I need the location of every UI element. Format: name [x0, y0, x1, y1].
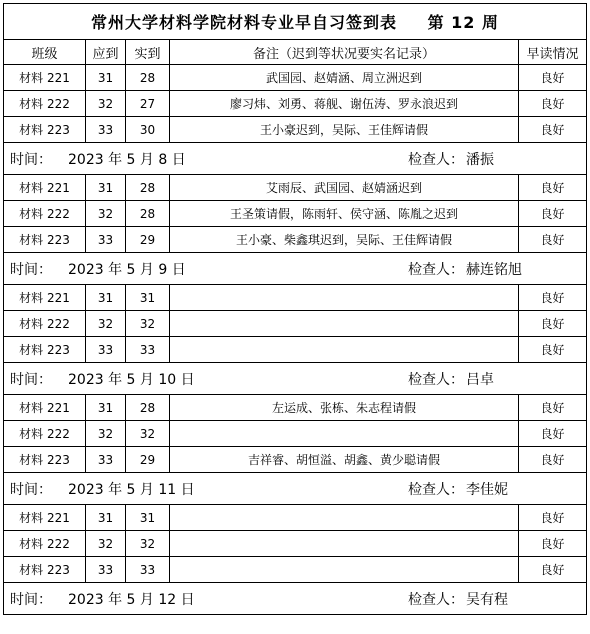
- class-cell: 材料 222: [4, 91, 86, 117]
- time-label: 时间：: [10, 591, 52, 608]
- day-footer-row: [4, 583, 587, 615]
- actual-cell: 28: [126, 65, 170, 91]
- day-footer-row: [4, 473, 587, 505]
- class-cell: 材料 223: [4, 117, 86, 143]
- note-cell: 廖习炜、刘勇、蒋舰、谢伍涛、罗永浪迟到: [170, 91, 519, 117]
- title-row: [4, 4, 587, 40]
- class-cell: 材料 222: [4, 421, 86, 447]
- day-footer-cell: [4, 583, 587, 615]
- header-reading: 早读情况: [519, 40, 587, 65]
- sheet-body: [4, 4, 587, 615]
- table-row: [4, 395, 587, 421]
- actual-cell: 28: [126, 201, 170, 227]
- reading-cell: 良好: [519, 557, 587, 583]
- expected-cell: 31: [86, 285, 126, 311]
- table-row: [4, 505, 587, 531]
- table-row: [4, 531, 587, 557]
- actual-cell: 28: [126, 175, 170, 201]
- time-label: 时间：: [10, 481, 52, 498]
- table-row: [4, 285, 587, 311]
- day-footer: [4, 583, 586, 614]
- expected-cell: 32: [86, 311, 126, 337]
- day-footer-cell: [4, 143, 587, 175]
- table-row: [4, 175, 587, 201]
- expected-cell: 32: [86, 91, 126, 117]
- note-cell: [170, 505, 519, 531]
- inspector-name: 吕卓: [466, 371, 494, 388]
- note-cell: [170, 421, 519, 447]
- table-row: [4, 421, 587, 447]
- inspector-label: 检查人：: [408, 151, 464, 168]
- reading-cell: 良好: [519, 65, 587, 91]
- note-cell: 王小豪、柴鑫琪迟到，吴际、王佳辉请假: [170, 227, 519, 253]
- header-row: [4, 40, 587, 65]
- reading-cell: 良好: [519, 505, 587, 531]
- day-footer-cell: [4, 253, 587, 285]
- class-cell: 材料 222: [4, 311, 86, 337]
- reading-cell: 良好: [519, 531, 587, 557]
- note-cell: 武国园、赵婧涵、周立洲迟到: [170, 65, 519, 91]
- class-cell: 材料 223: [4, 227, 86, 253]
- reading-cell: 良好: [519, 175, 587, 201]
- note-cell: 左运成、张栋、朱志程请假: [170, 395, 519, 421]
- expected-cell: 31: [86, 505, 126, 531]
- actual-cell: 27: [126, 91, 170, 117]
- actual-cell: 33: [126, 557, 170, 583]
- reading-cell: 良好: [519, 421, 587, 447]
- reading-cell: 良好: [519, 337, 587, 363]
- attendance-sheet: [3, 3, 587, 615]
- time-label: 时间：: [10, 261, 52, 278]
- note-cell: 王小豪迟到，吴际、王佳辉请假: [170, 117, 519, 143]
- actual-cell: 32: [126, 311, 170, 337]
- day-footer-cell: [4, 473, 587, 505]
- expected-cell: 32: [86, 201, 126, 227]
- actual-cell: 31: [126, 505, 170, 531]
- reading-cell: 良好: [519, 117, 587, 143]
- table-row: [4, 557, 587, 583]
- actual-cell: 32: [126, 531, 170, 557]
- date-value: 2023 年 5 月 12 日: [68, 591, 195, 608]
- inspector-label: 检查人：: [408, 591, 464, 608]
- actual-cell: 29: [126, 447, 170, 473]
- date-value: 2023 年 5 月 8 日: [68, 151, 186, 168]
- class-cell: 材料 223: [4, 447, 86, 473]
- day-footer: [4, 253, 586, 284]
- actual-cell: 33: [126, 337, 170, 363]
- time-label: 时间：: [10, 151, 52, 168]
- class-cell: 材料 223: [4, 557, 86, 583]
- actual-cell: 31: [126, 285, 170, 311]
- actual-cell: 32: [126, 421, 170, 447]
- note-cell: 王圣策请假，陈雨轩、侯守涵、陈胤之迟到: [170, 201, 519, 227]
- expected-cell: 33: [86, 557, 126, 583]
- inspector-label: 检查人：: [408, 261, 464, 278]
- class-cell: 材料 221: [4, 395, 86, 421]
- note-cell: [170, 557, 519, 583]
- day-footer: [4, 473, 586, 504]
- day-footer: [4, 143, 586, 174]
- header-actual: 实到: [126, 40, 170, 65]
- class-cell: 材料 222: [4, 201, 86, 227]
- inspector-name: 赫连铭旭: [466, 261, 522, 278]
- inspector-label: 检查人：: [408, 371, 464, 388]
- date-value: 2023 年 5 月 9 日: [68, 261, 186, 278]
- expected-cell: 32: [86, 421, 126, 447]
- class-cell: 材料 221: [4, 285, 86, 311]
- reading-cell: 良好: [519, 227, 587, 253]
- reading-cell: 良好: [519, 201, 587, 227]
- class-cell: 材料 222: [4, 531, 86, 557]
- actual-cell: 29: [126, 227, 170, 253]
- table-row: [4, 227, 587, 253]
- date-value: 2023 年 5 月 11 日: [68, 481, 195, 498]
- note-cell: 艾雨辰、武国园、赵婧涵迟到: [170, 175, 519, 201]
- day-footer: [4, 363, 586, 394]
- expected-cell: 33: [86, 227, 126, 253]
- table-row: [4, 91, 587, 117]
- expected-cell: 33: [86, 337, 126, 363]
- reading-cell: 良好: [519, 311, 587, 337]
- date-value: 2023 年 5 月 10 日: [68, 371, 195, 388]
- expected-cell: 31: [86, 65, 126, 91]
- actual-cell: 28: [126, 395, 170, 421]
- actual-cell: 30: [126, 117, 170, 143]
- expected-cell: 33: [86, 447, 126, 473]
- header-expected: 应到: [86, 40, 126, 65]
- table-row: [4, 65, 587, 91]
- day-footer-row: [4, 143, 587, 175]
- expected-cell: 31: [86, 395, 126, 421]
- reading-cell: 良好: [519, 395, 587, 421]
- day-footer-row: [4, 253, 587, 285]
- note-cell: [170, 285, 519, 311]
- class-cell: 材料 221: [4, 505, 86, 531]
- reading-cell: 良好: [519, 447, 587, 473]
- expected-cell: 33: [86, 117, 126, 143]
- header-note: 备注（迟到等状况要实名记录）: [170, 40, 519, 65]
- expected-cell: 31: [86, 175, 126, 201]
- sheet-title-cell: [4, 4, 587, 40]
- inspector-name: 吴有程: [466, 591, 508, 608]
- day-footer-cell: [4, 363, 587, 395]
- inspector-label: 检查人：: [408, 481, 464, 498]
- day-footer-row: [4, 363, 587, 395]
- table-row: [4, 311, 587, 337]
- note-cell: 吉祥睿、胡恒溢、胡鑫、黄少聪请假: [170, 447, 519, 473]
- note-cell: [170, 531, 519, 557]
- class-cell: 材料 221: [4, 175, 86, 201]
- note-cell: [170, 311, 519, 337]
- time-label: 时间：: [10, 371, 52, 388]
- table-row: [4, 201, 587, 227]
- expected-cell: 32: [86, 531, 126, 557]
- inspector-name: 李佳妮: [466, 481, 508, 498]
- week-label: 第 12 周: [427, 13, 500, 32]
- table-row: [4, 337, 587, 363]
- note-cell: [170, 337, 519, 363]
- header-class: 班级: [4, 40, 86, 65]
- reading-cell: 良好: [519, 91, 587, 117]
- class-cell: 材料 223: [4, 337, 86, 363]
- class-cell: 材料 221: [4, 65, 86, 91]
- table-row: [4, 117, 587, 143]
- table-row: [4, 447, 587, 473]
- sheet-title: 常州大学材料学院材料专业早自习签到表: [91, 13, 398, 32]
- reading-cell: 良好: [519, 285, 587, 311]
- inspector-name: 潘振: [466, 151, 494, 168]
